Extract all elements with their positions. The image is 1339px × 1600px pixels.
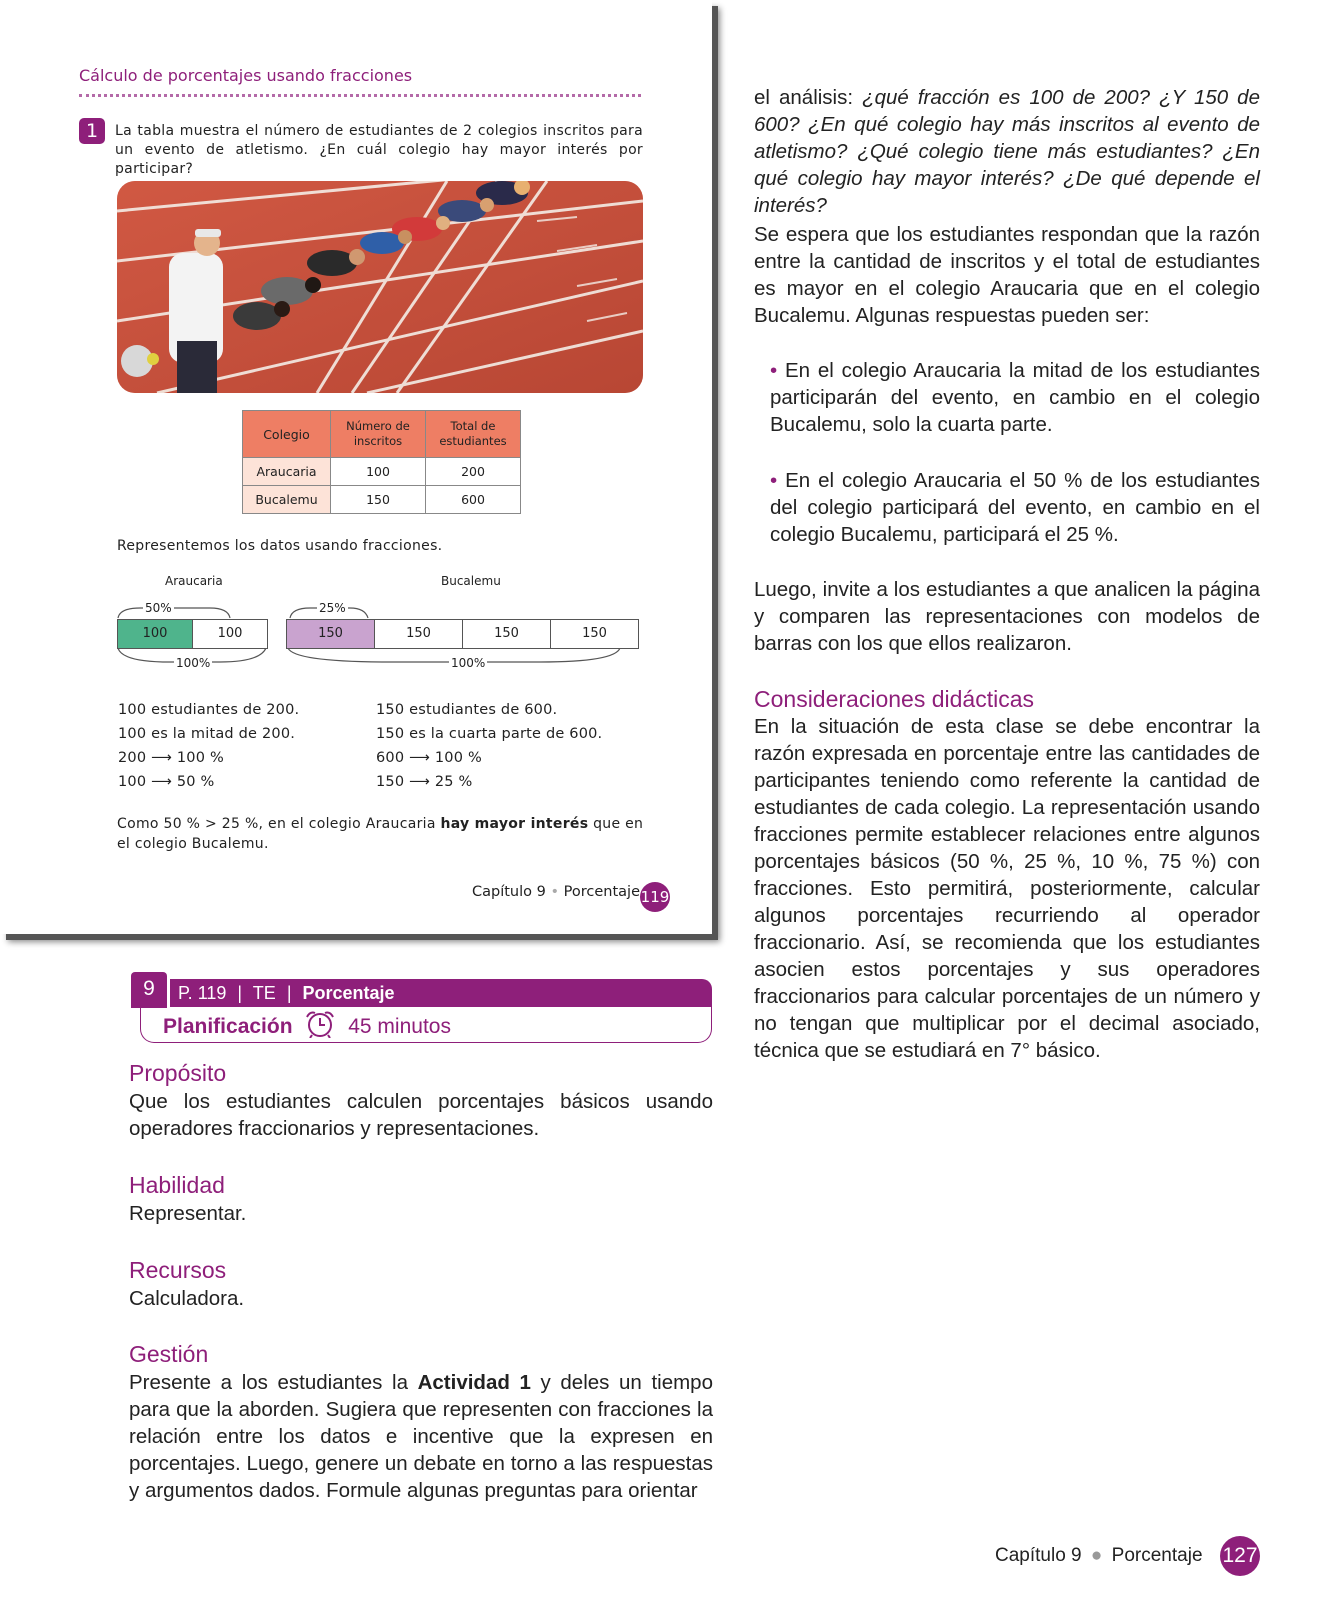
represent-text: Representemos los datos usando fracciones. [117,538,443,554]
data-table [242,410,521,514]
table-header-colegio: Colegio [243,411,331,458]
table-cell: 200 [426,458,521,486]
gestion-part: Presente a los estudiantes la [129,1371,418,1394]
reasoning-line: 100 ⟶ 50 % [118,774,215,790]
athletics-photo [117,181,643,393]
conclusion-part: que en el colegio Bucalemu. [117,816,644,852]
gestion-part: y deles un tiempo para que la aborden. Sugiera que representen con fracciones la relación entre los datos e incentive que la expresen en porcentajes. Luego, genere un debate en torno a las respuestas y argumentos dados. Formule algunas preguntas para orientar [129,1371,713,1502]
bar-cell-bucalemu-2: 150 [374,619,463,649]
footer-topic: Porcentaje [1111,1545,1203,1566]
bar-cell-bucalemu-1: 150 [286,619,375,649]
task-number-badge: 1 [79,118,105,144]
footer-chapter: Capítulo 9 [995,1545,1082,1566]
recursos-heading: Recursos [129,1257,227,1283]
track-start-image [117,181,643,393]
footer-dot: • [550,884,560,900]
analysis-continuation [754,84,1260,219]
reasoning-line: 150 estudiantes de 600. [376,702,558,718]
gestion-text [129,1369,713,1504]
table-cell: Bucalemu [243,486,331,514]
conclusion-part: Como 50 % > 25 %, en el colegio Araucaria [117,816,441,832]
reasoning-line: 150 es la cuarta parte de 600. [376,726,603,742]
bullet-item-1 [770,357,1260,438]
reasoning-line: 150 ⟶ 25 % [376,774,473,790]
bar-cell-araucaria-1: 100 [117,619,193,649]
guiding-questions: ¿qué fracción es 100 de 200? ¿Y 150 de 600? ¿En qué colegio hay más inscritos al evento de atletismo? ¿Qué colegio tiene más estudiantes? ¿En qué colegio hay mayor interés? ¿De qué depende el interés? [754,86,1260,217]
bullet-text: En el colegio Araucaria el 50 % de los estudiantes del colegio participará del evento, en cambio en el colegio Bucalemu, participará el 25 %. [770,469,1260,546]
bullet-icon: • [770,359,785,382]
footer-chapter: Capítulo 9 [472,884,546,900]
habilidad-heading: Habilidad [129,1172,225,1198]
bucalemu-total-label: 100% [451,656,486,670]
bullet-item-2 [770,467,1260,548]
model-label-araucaria: Araucaria [165,574,223,588]
footer-dot: ● [1090,1545,1103,1566]
student-page [0,0,712,934]
consideraciones-heading: Consideraciones didácticas [754,686,1034,712]
proposito-text: Que los estudiantes calculen porcentajes básicos usando operadores fraccionarios y representaciones. [129,1090,713,1140]
gestion-bold: Actividad 1 [417,1371,531,1394]
conclusion-text [117,814,645,854]
araucaria-total-label: 100% [176,656,211,670]
table-header-inscritos: Número de inscritos [331,411,426,458]
expected-answer-text: Se espera que los estudiantes respondan que la razón entre la cantidad de inscritos y el total de estudiantes es mayor en el colegio Araucaria que en el colegio Bucalemu. Algunas respuestas pueden ser: [754,223,1260,327]
lesson-number-tab: 9 [131,972,167,1008]
student-page-number: 119 [640,882,670,912]
bullet-text: En el colegio Araucaria la mitad de los estudiantes participarán del evento, en cambio en el colegio Bucalemu, solo la cuarta parte. [770,359,1261,436]
bar-cell-bucalemu-3: 150 [462,619,551,649]
bucalemu-reasoning [376,698,602,794]
bullet-icon: • [770,469,786,492]
recursos-text: Calculadora. [129,1287,245,1310]
araucaria-part-label: 50% [145,601,172,615]
lesson-topic: Porcentaje [302,983,395,1003]
table-cell: 100 [331,458,426,486]
bar-cell-araucaria-2: 100 [192,619,268,649]
separator: | [286,983,292,1003]
habilidad-text: Representar. [129,1202,247,1225]
planning-label: Planificación [163,1015,293,1038]
planning-row [163,1010,451,1039]
gestion-heading: Gestión [129,1341,209,1367]
table-cell: 600 [426,486,521,514]
reasoning-line: 600 ⟶ 100 % [376,750,482,766]
task-text: La tabla muestra el número de estudiantes de 2 colegios inscritos para un evento de atletismo. ¿En cuál colegio hay mayor interés por participar? [115,123,643,177]
luego-text: Luego, invite a los estudiantes a que analicen la página y comparen las representaciones con modelos de barras con los que ellos realizaron. [754,578,1260,655]
dotted-divider [79,94,641,97]
page-footer [995,1545,1203,1567]
continuation-part: el análisis: [754,86,863,109]
table-header-total: Total de estudiantes [426,411,521,458]
separator: | [237,983,243,1003]
page-number: 127 [1220,1536,1260,1576]
student-footer [472,884,640,900]
te-label: TE [252,983,276,1003]
araucaria-reasoning [118,698,299,794]
alarm-clock-icon [304,1010,336,1038]
reasoning-line: 100 es la mitad de 200. [118,726,296,742]
page-reference: P. 119 [178,983,227,1003]
duration: 45 minutos [348,1015,451,1038]
model-label-bucalemu: Bucalemu [441,574,501,588]
table-cell: Araucaria [243,458,331,486]
footer-topic: Porcentaje [563,884,640,900]
lesson-header-bar [170,979,712,1007]
table-cell: 150 [331,486,426,514]
bar-cell-bucalemu-4: 150 [550,619,639,649]
proposito-heading: Propósito [129,1060,227,1086]
consideraciones-text: En la situación de esta clase se debe encontrar la razón expresada en porcentaje entre las cantidades de participantes teniendo como referente la cantidad de estudiantes de cada colegio. La representación usando fracciones permite establecer relaciones entre algunos porcentajes básicos (50 %, 25 %, 10 %, 75 %) con fracciones. Esto permitirá, posteriormente, calcular algunos porcentajes recurriendo al operador fraccionario. Así, se recomienda que los estudiantes asocien estos porcentajes y sus operadores fraccionarios para calcular porcentajes de un número y no tengan que multiplicar por el decimal asociado, técnica que se estudiará en 7° básico. [754,715,1260,1062]
section-title: Cálculo de porcentajes usando fracciones [79,66,413,85]
conclusion-bold: hay mayor interés [440,816,589,832]
bucalemu-part-label: 25% [319,601,346,615]
reasoning-line: 100 estudiantes de 200. [118,702,300,718]
reasoning-line: 200 ⟶ 100 % [118,750,224,766]
